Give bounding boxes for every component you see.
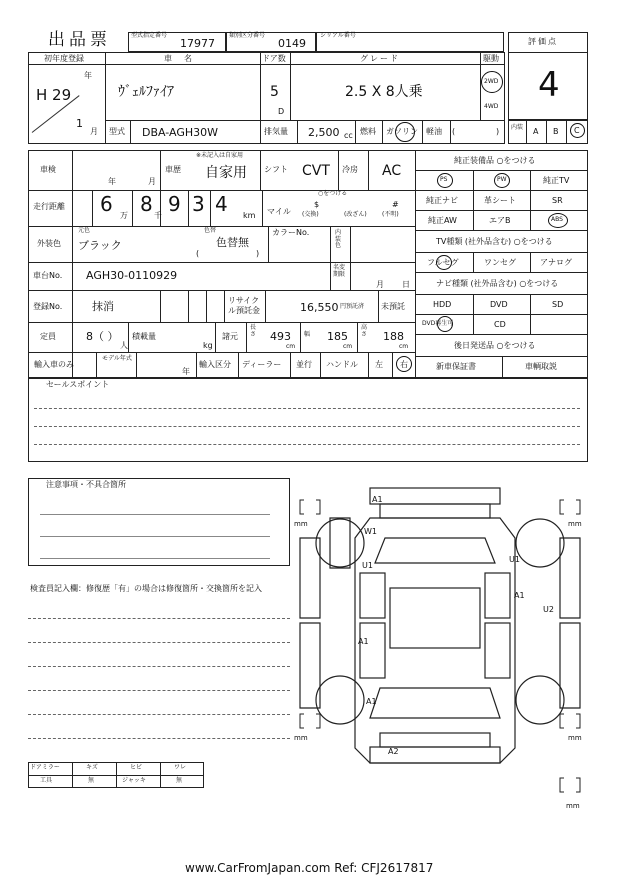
mark-a2: A2	[388, 747, 399, 756]
left-rear-wheel	[316, 676, 364, 724]
mm-bl: mm	[294, 734, 308, 742]
import-label: 輸入車のみ	[34, 360, 74, 369]
color-paren-close: )	[256, 249, 260, 258]
history-value: 自家用	[205, 165, 247, 181]
dimension-label: 諸元	[222, 332, 238, 341]
footer-ref: www.CarFromJapan.com Ref: CFJ2617817	[185, 861, 434, 875]
door-mirror-label: ドアミラー	[30, 764, 60, 771]
mark-a1-rear: A1	[366, 697, 377, 706]
unknown-label: (不明)	[382, 211, 399, 218]
notes-box	[28, 478, 290, 566]
car-damage-diagram	[290, 478, 610, 808]
dealer-label: ディーラー	[242, 360, 282, 369]
mileage-digit-5: 4	[215, 192, 228, 216]
km-unit: km	[243, 211, 256, 220]
color-paren-open: (	[196, 249, 200, 258]
height-unit: cm	[399, 343, 409, 350]
color-change-value: 色替無	[216, 236, 249, 249]
jack-label: ジャッキ	[122, 777, 146, 784]
category-label: 類別区分番号	[229, 32, 266, 39]
notes-label: 注意事項・不具合箇所	[46, 480, 126, 489]
tv-oneseg: ワンセグ	[484, 258, 516, 267]
type-value: DBA-AGH30W	[142, 126, 219, 139]
score-label: 評価点	[528, 37, 558, 46]
height-value: 188	[383, 330, 404, 343]
reg-label: 登録No.	[33, 302, 63, 311]
sales-point-box	[28, 378, 588, 462]
later-manual: 車輌取説	[525, 362, 557, 371]
first-reg-era: H 29	[36, 86, 72, 104]
mark-a1-right: A1	[514, 591, 525, 600]
left-rear-door	[360, 623, 385, 678]
mm-tl: mm	[294, 520, 308, 528]
equip-airbag: エアB	[489, 216, 511, 225]
navi-cd: CD	[494, 320, 506, 329]
crack-label: ヒビ	[130, 764, 143, 771]
year-unit: 年	[84, 71, 92, 80]
equip-abs: ABS	[551, 216, 563, 223]
equip-tv: 純正TV	[543, 176, 570, 185]
hash-mark: #	[392, 200, 399, 209]
load-label: 積載量	[132, 332, 156, 341]
mileage-circle-note: ○をつける	[318, 190, 348, 197]
left-front-fender	[330, 518, 350, 568]
roof	[390, 588, 480, 648]
windshield	[375, 538, 495, 563]
tv-analog: アナログ	[540, 258, 572, 267]
drive-4wd: 4WD	[484, 103, 499, 110]
type-label: 型式	[109, 127, 125, 136]
mileage-digit-3: 9	[168, 192, 181, 216]
model-year-label: モデル年式	[102, 355, 132, 362]
navi-dvd: DVD	[490, 300, 508, 309]
mark-w1: W1	[364, 527, 377, 536]
rear-window	[370, 688, 500, 718]
color-no-label: カラーNo.	[272, 228, 310, 237]
sales-point-label: セールスポイント	[46, 380, 110, 389]
shift-value: CVT	[302, 163, 330, 179]
kg-unit: kg	[203, 341, 213, 350]
capacity-value: 8（ ）	[86, 330, 119, 343]
mark-u1-right: U1	[509, 555, 520, 564]
mark-u1-left: U1	[362, 561, 373, 570]
interior-color-label: 内装色	[335, 229, 342, 250]
mm-br: mm	[568, 734, 582, 742]
grade-label: グレード	[360, 54, 400, 63]
tv-fullseg: フルセグ	[427, 258, 459, 267]
length-label: 長さ	[250, 324, 257, 338]
chassis-label: 車台No.	[33, 271, 63, 280]
tamper-label: (改ざん)	[344, 211, 367, 218]
paren-open: (	[452, 127, 456, 136]
sheet-title: 出品票	[48, 30, 111, 50]
equip-leather: 革シート	[484, 196, 516, 205]
width-value: 185	[327, 330, 348, 343]
break-label: ワレ	[174, 764, 187, 771]
equip-pw: PW	[497, 176, 507, 183]
model-cert-label: 型式指定番号	[131, 32, 168, 39]
color-value: ブラック	[78, 239, 122, 252]
width-label: 幅	[304, 331, 311, 338]
sen-unit: 千	[154, 211, 162, 220]
navi-hdd: HDD	[433, 300, 452, 309]
tools-value: 無	[88, 777, 95, 784]
name-change-month: 月	[376, 280, 384, 289]
width-unit: cm	[343, 343, 353, 350]
car-name: ｳﾞｪﾙﾌｧｲｱ	[118, 84, 174, 100]
later-warranty: 新車保証書	[436, 362, 476, 371]
displacement-value: 2,500	[308, 126, 340, 139]
man-unit: 万	[120, 211, 128, 220]
displacement-label: 排気量	[264, 127, 288, 136]
mm-bottom: mm	[566, 802, 580, 808]
left-front-wheel	[316, 519, 364, 567]
serial-label: シリアル番号	[320, 32, 356, 39]
dollar-mark: $	[314, 200, 320, 209]
body-outline	[355, 518, 515, 763]
shift-label: シフト	[264, 165, 288, 174]
doors-value: 5	[270, 84, 279, 100]
capacity-label: 定員	[40, 332, 56, 341]
score-value: 4	[538, 65, 560, 105]
tools-label: 工具	[40, 777, 53, 784]
jack-value: 無	[176, 777, 183, 784]
interior-grade-a: A	[533, 127, 539, 136]
navi-title: ナビ種類 (社外品含む) ○をつける	[436, 279, 559, 288]
ac-value: AC	[382, 163, 402, 179]
mark-a1-front: A1	[372, 495, 383, 504]
interior-grade-b: B	[553, 127, 559, 136]
category-no: 0149	[278, 37, 306, 50]
color-code-label: 色替	[204, 227, 217, 234]
history-note: ※未記入は自家用	[196, 152, 244, 159]
reg-value: 抹消	[92, 300, 114, 313]
chassis-value: AGH30-0110929	[86, 269, 178, 282]
model-year-unit: 年	[182, 367, 190, 376]
mileage-digit-4: 3	[192, 192, 205, 216]
handle-label: ハンドル	[326, 360, 358, 369]
left-front-door	[360, 573, 385, 618]
model-cert-no: 17977	[180, 37, 215, 50]
equip-navi: 純正ナビ	[426, 196, 458, 205]
recycle-not: 未預託	[381, 302, 405, 311]
equip-aw: 純正AW	[428, 216, 457, 225]
import-type-label: 輸入区分	[199, 360, 231, 369]
inspector-label: 検査員記入欄：修復歴「有」の場合は修復箇所・交換箇所を記入	[30, 584, 262, 593]
right-rear-wheel	[516, 676, 564, 724]
interior-grade-c: C	[574, 126, 580, 135]
length-unit: cm	[286, 343, 296, 350]
later-title: 後日発送品 ○をつける	[454, 341, 536, 350]
parallel-label: 並行	[296, 360, 312, 369]
height-label: 高さ	[361, 324, 368, 338]
right-front-door	[485, 573, 510, 618]
front-bumper	[370, 488, 500, 504]
exchange-label: (交換)	[302, 211, 319, 218]
left-label: 左	[375, 360, 383, 369]
first-reg-label: 初年度登録	[44, 54, 84, 63]
paren-close: )	[496, 127, 500, 136]
recycle-unit: 円預託済	[340, 303, 365, 310]
navi-dvd-play: DVD再生可	[422, 320, 454, 327]
drive-label: 駆動	[483, 54, 499, 63]
equip-sr: SR	[552, 196, 563, 205]
recycle-label: リサイクル預託金	[228, 296, 260, 315]
shaken-month-unit: 月	[148, 177, 156, 186]
fuel-label: 燃料	[360, 127, 376, 136]
history-label: 車歴	[165, 165, 181, 174]
first-reg-month: 1	[76, 117, 83, 130]
length-value: 493	[270, 330, 291, 343]
month-unit: 月	[90, 127, 98, 136]
right-front-wheel	[516, 519, 564, 567]
right-rear-door	[485, 623, 510, 678]
hood-front	[380, 504, 490, 518]
oem-title: 純正装備品 ○をつける	[454, 156, 536, 165]
mark-u2: U2	[543, 605, 554, 614]
rear-trunk	[380, 733, 490, 747]
recycle-value: 16,550	[300, 301, 339, 314]
original-color-label: 元色	[78, 227, 91, 234]
shaken-label: 車検	[40, 165, 56, 174]
ac-label: 冷房	[342, 165, 358, 174]
mile-label: マイル	[267, 207, 291, 216]
fuel-value: ガソリン	[386, 127, 418, 136]
right-label: 右	[400, 360, 408, 369]
equip-ps: PS	[440, 176, 448, 183]
mark-a1-left: A1	[358, 637, 369, 646]
tv-title: TV種類 (社外品含む) ○をつける	[436, 237, 553, 246]
doors-label: ドア数	[262, 54, 286, 63]
scratch-label: キズ	[86, 764, 98, 771]
name-change-label: 名変期限	[333, 264, 346, 278]
person-unit: 人	[120, 341, 128, 350]
name-change-day: 日	[402, 280, 410, 289]
door-type: D	[278, 107, 285, 116]
drive-2wd: 2WD	[484, 78, 499, 85]
car-name-label: 車 名	[164, 54, 194, 63]
navi-sd: SD	[552, 300, 564, 309]
light-oil-label: 軽油	[426, 127, 442, 136]
cc-unit: cc	[344, 131, 353, 140]
shaken-year-unit: 年	[108, 177, 116, 186]
interior-label: 内装	[511, 124, 524, 131]
mm-tr: mm	[568, 520, 582, 528]
mileage-digit-2: 8	[140, 192, 153, 216]
color-label: 外装色	[37, 239, 61, 248]
mileage-label: 走行距離	[33, 202, 65, 211]
mileage-digit-1: 6	[100, 192, 113, 216]
grade-value: 2.5 X 8人乗	[345, 84, 423, 100]
